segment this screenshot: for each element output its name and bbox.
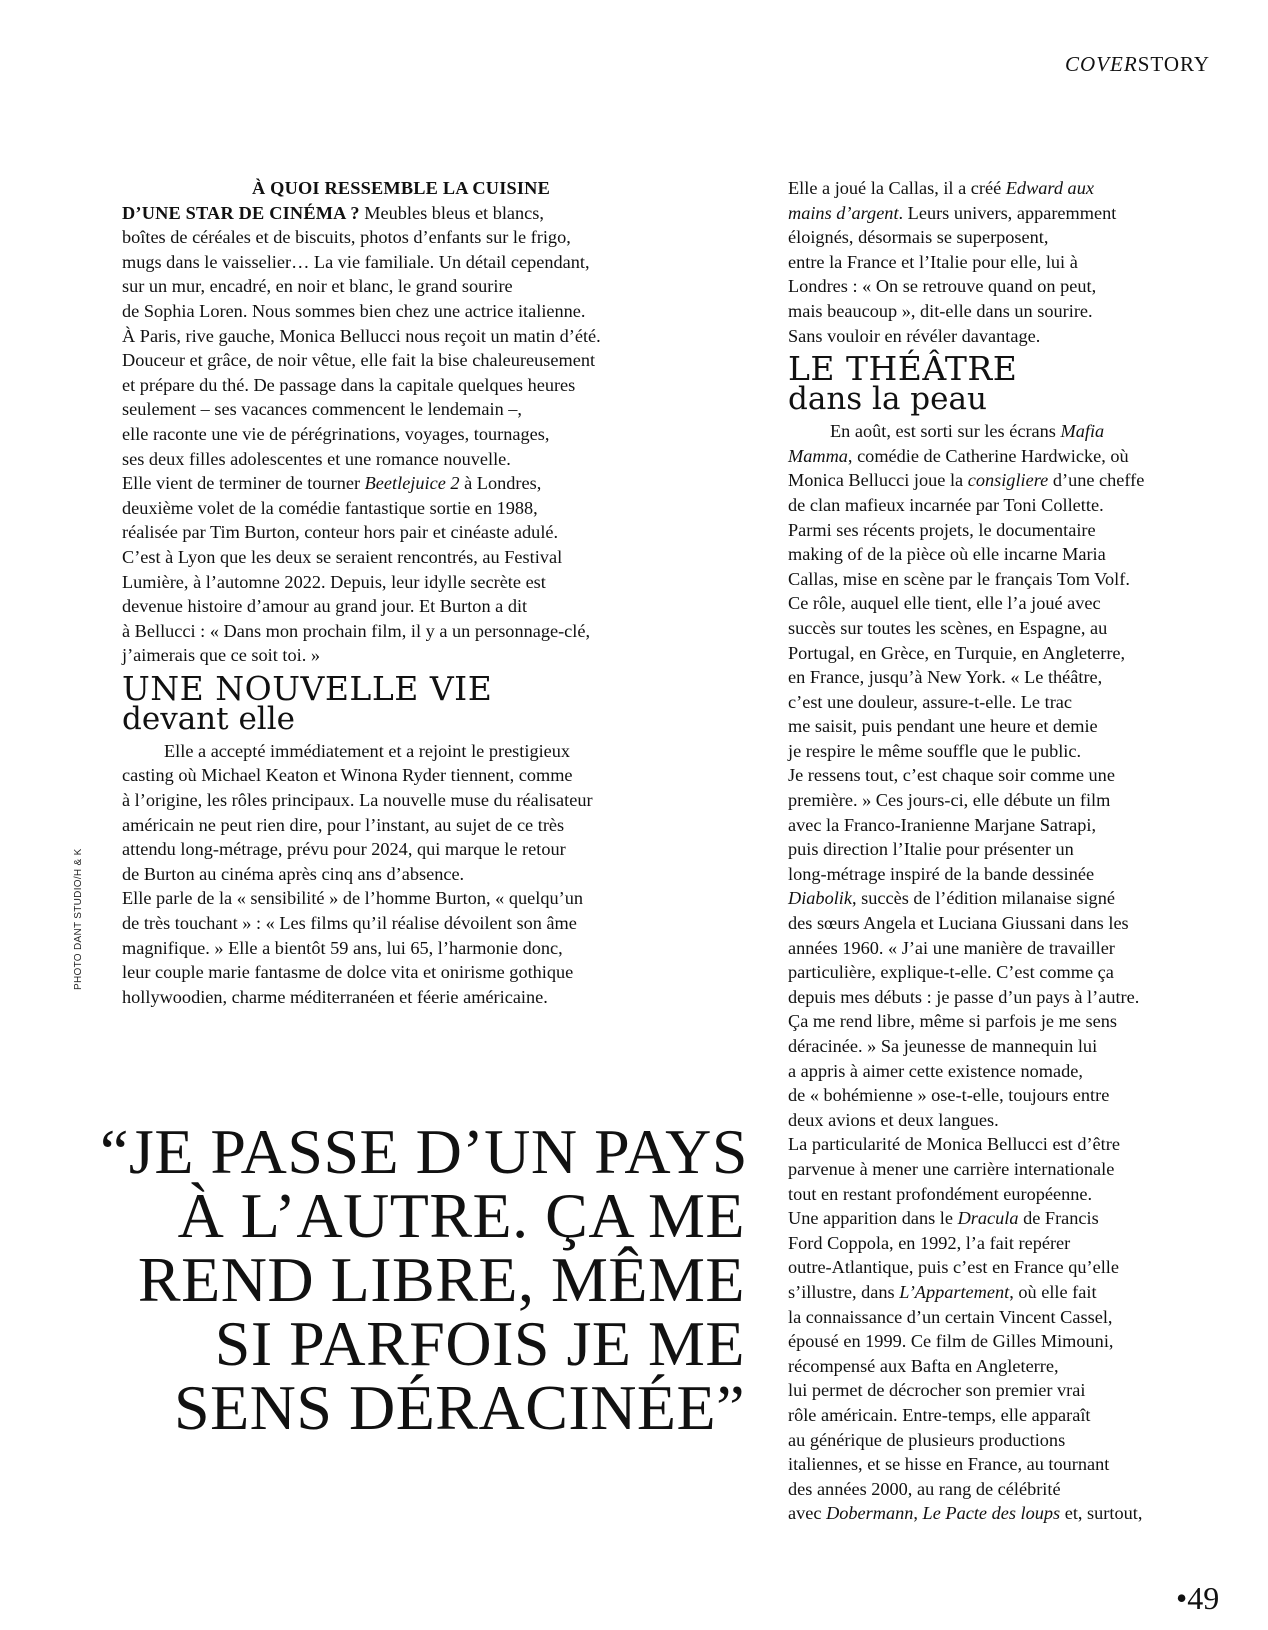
text-line: Callas, mise en scène par le français Tom Volf. [788,568,1130,589]
text-span: Une apparition dans le [788,1208,958,1229]
text-line [788,419,1208,444]
text-line: des sœurs Angela et Luciana Giussani dans les [788,913,1129,934]
text-line-beetlejuice [122,471,682,496]
text-line: making of de la pièce où elle incarne Maria [788,544,1106,565]
left-column [122,176,682,1009]
text-line: sur un mur, encadré, en noir et blanc, le grand sourire [122,276,513,297]
text-line: Londres : « On se retrouve quand on peut, [788,276,1097,297]
text-span: . Leurs univers, apparemment [898,202,1117,223]
text-span: , comédie de Catherine Hardwicke, où [847,445,1129,466]
text-line [788,444,1208,469]
text-line: La particularité de Monica Bellucci est d’être [788,1134,1120,1155]
subheading-line-2: dans la peau [788,381,987,418]
text-span: , [913,1503,923,1524]
text-line: Je ressens tout, c’est chaque soir comme une [788,765,1115,786]
text-line: C’est à Lyon que les deux se seraient rencontrés, au Festival [122,546,563,567]
text-line: mugs dans le vaisselier… La vie familiale. Un détail cependant, [122,251,590,272]
text-line [788,1206,1208,1231]
text-line: première. » Ces jours-ci, elle débute un film [788,790,1111,811]
text-line: réalisée par Tim Burton, conteur hors pair et cinéaste adulé. [122,522,559,543]
text-line [788,1501,1208,1526]
italic-consigliere: consigliere [967,470,1049,491]
text-line [788,176,1208,201]
film-title-edward-cont: mains d’argent [788,202,899,223]
film-title-pacte-des-loups: Le Pacte des loups [922,1503,1061,1524]
text-line: a appris à aimer cette existence nomade, [788,1060,1083,1081]
text-line: de Sophia Loren. Nous sommes bien chez une actrice italienne. [122,300,586,321]
text-line: deux avions et deux langues. [788,1109,999,1130]
pull-quote [100,1116,748,1443]
text-line: récompensé aux Bafta en Angleterre, [788,1355,1059,1376]
subheading-theatre [788,349,1208,418]
text-line: c’est une douleur, assure-t-elle. Le trac [788,691,1073,712]
title-diabolik: Diabolik [788,888,852,909]
subheading-line-1: LE THÉÂTRE [788,349,1018,389]
text-line: particulière, explique-t-elle. C’est comme ça [788,962,1114,983]
lead-line-1: À QUOI RESSEMBLE LA CUISINE [252,178,550,198]
text-line: Portugal, en Grèce, en Turquie, en Angleterre, [788,642,1126,663]
text-line: Elle parle de la « sensibilité » de l’homme Burton, « quelqu’un [122,888,583,909]
section-tag-cover: COVER [1065,52,1138,76]
film-title-dracula: Dracula [957,1208,1019,1229]
text-line: boîtes de céréales et de biscuits, photos d’enfants sur le frigo, [122,227,571,248]
pull-quote-line: “JE PASSE D’UN PAYS [100,1116,748,1187]
text-span: d’une cheffe [1048,470,1145,491]
text-line [788,886,1208,911]
text-line: Ford Coppola, en 1992, l’a fait repérer [788,1232,1071,1253]
text-line: Douceur et grâce, de noir vêtue, elle fait la bise chaleureusement [122,350,596,371]
text-line: succès sur toutes les scènes, en Espagne, au [788,617,1108,638]
text-line: déracinée. » Sa jeunesse de mannequin lui [788,1036,1098,1056]
text-line: tout en restant profondément européenne. [788,1183,1093,1204]
pull-quote-line: SI PARFOIS JE ME [214,1308,745,1379]
text-span: de Francis [1018,1208,1099,1229]
text-line: des années 2000, au rang de célébrité [788,1478,1061,1499]
text-line: au générique de plusieurs productions [788,1429,1066,1450]
text-line: de clan mafieux incarnée par Toni Collette. [788,494,1104,515]
text-line: deuxième volet de la comédie fantastique sortie en 1988, [122,497,538,518]
text-line: en France, jusqu’à New York. « Le théâtre, [788,667,1103,688]
text-line: puis direction l’Italie pour présenter un [788,839,1074,860]
page-number: •49 [1176,1580,1220,1616]
text-line: Elle a accepté immédiatement et a rejoint le prestigieux [164,740,571,761]
text-line: lui permet de décrocher son premier vrai [788,1380,1086,1401]
lead-line-2-bold: D’UNE STAR DE CINÉMA ? [122,202,360,223]
text-line: j’aimerais que ce soit toi. » [122,645,320,666]
text-line: me saisit, puis pendant une heure et demie [788,716,1098,737]
pull-quote-line: À L’AUTRE. ÇA ME [177,1180,745,1251]
text-line: devenue histoire d’amour au grand jour. Et Burton a dit [122,596,528,617]
text-line: la connaissance d’un certain Vincent Cassel, [788,1306,1113,1327]
text-line: Ce rôle, auquel elle tient, elle l’a joué avec [788,593,1101,614]
lead-line-2-rest: Meubles bleus et blancs, [359,202,544,223]
text-line: de très touchant » : « Les films qu’il réalise dévoilent son âme [122,913,577,934]
text-line: hollywoodien, charme méditerranéen et féerie américaine. [122,986,548,1007]
section-tag-story: STORY [1137,52,1210,76]
right-column [788,176,1208,1526]
text-line: attendu long-métrage, prévu pour 2024, qui marque le retour [122,839,566,860]
text-line: éloignés, désormais se superposent, [788,227,1049,248]
text-line: ses deux filles adolescentes et une romance nouvelle. [122,448,511,469]
text-span: , succès de l’édition milanaise signé [851,888,1115,909]
text-line: entre la France et l’Italie pour elle, lui à [788,251,1078,272]
text-line: avec la Franco-Iranienne Marjane Satrapi, [788,814,1097,835]
text-line [788,468,1208,493]
text-line: américain ne peut rien dire, pour l’instant, au sujet de ce très [122,814,565,835]
text-span: Elle vient de terminer de tourner [122,473,365,494]
text-line: Lumière, à l’automne 2022. Depuis, leur idylle secrète est [122,571,546,592]
text-span: Elle a joué la Callas, il a créé [788,178,1006,198]
text-line: long-métrage inspiré de la bande dessinée [788,863,1095,884]
text-line: magnifique. » Elle a bientôt 59 ans, lui 65, l’harmonie donc, [122,937,563,958]
film-title-edward: Edward aux [1005,178,1094,198]
text-line: mais beaucoup », dit-elle dans un sourire. [788,300,1093,321]
text-line: Sans vouloir en révéler davantage. [788,325,1041,346]
text-line: à l’origine, les rôles principaux. La nouvelle muse du réalisateur [122,790,593,811]
text-line: épousé en 1999. Ce film de Gilles Mimouni, [788,1331,1114,1352]
text-span: s’illustre, dans [788,1281,900,1302]
text-span: et, surtout, [1060,1503,1143,1524]
text-line: outre-Atlantique, puis c’est en France qu’elle [788,1257,1119,1278]
text-line: Ça me rend libre, même si parfois je me sens [788,1011,1117,1032]
text-line: années 1960. « J’ai une manière de travailler [788,937,1115,958]
text-line: rôle américain. Entre-temps, elle apparaît [788,1404,1091,1425]
text-line: seulement – ses vacances commencent le lendemain –, [122,399,523,420]
film-title-appartement: L’Appartement [899,1281,1010,1302]
text-line: depuis mes débuts : je passe d’un pays à l’autre. [788,986,1140,1007]
text-line: italiennes, et se hisse en France, au tournant [788,1454,1110,1475]
film-title-beetlejuice: Beetlejuice 2 [364,473,460,494]
text-line: Parmi ses récents projets, le documentaire [788,519,1096,540]
text-line: de Burton au cinéma après cinq ans d’absence. [122,863,465,884]
text-line: elle raconte une vie de pérégrinations, voyages, tournages, [122,423,550,444]
text-span: Monica Bellucci joue la [788,470,968,491]
text-line: je respire le même souffle que le public. [788,740,1082,761]
text-span: , où elle fait [1009,1281,1097,1302]
photo-credit: PHOTO DANT STUDIO/H & K [73,848,84,990]
text-span: avec [788,1503,827,1524]
text-line: parvenue à mener une carrière internationale [788,1158,1115,1179]
text-line [788,1280,1208,1305]
text-line: et prépare du thé. De passage dans la capitale quelques heures [122,374,576,395]
lead-line-2 [122,201,682,226]
film-title-dobermann: Dobermann [826,1503,914,1524]
text-line: à Bellucci : « Dans mon prochain film, il y a un personnage-clé, [122,620,591,641]
text-line: casting où Michael Keaton et Winona Ryder tiennent, comme [122,765,573,786]
text-span: à Londres, [459,473,542,494]
film-title-mafia: Mafia [1060,421,1105,442]
film-title-mamma: Mamma [788,445,848,466]
text-line: de « bohémienne » ose-t-elle, toujours entre [788,1085,1110,1106]
pull-quote-line: SENS DÉRACINÉE” [173,1372,745,1443]
text-line: leur couple marie fantasme de dolce vita et onirisme gothique [122,962,574,983]
section-tag [960,52,1210,77]
subheading-line-2: devant elle [122,700,295,737]
text-line [788,201,1208,226]
subheading-nouvelle-vie [122,668,682,737]
subheading-line-1: UNE NOUVELLE VIE [122,668,493,708]
pull-quote-line: REND LIBRE, MÊME [137,1244,745,1315]
text-span: En août, est sorti sur les écrans [830,421,1061,442]
text-line: À Paris, rive gauche, Monica Bellucci nous reçoit un matin d’été. [122,325,601,346]
